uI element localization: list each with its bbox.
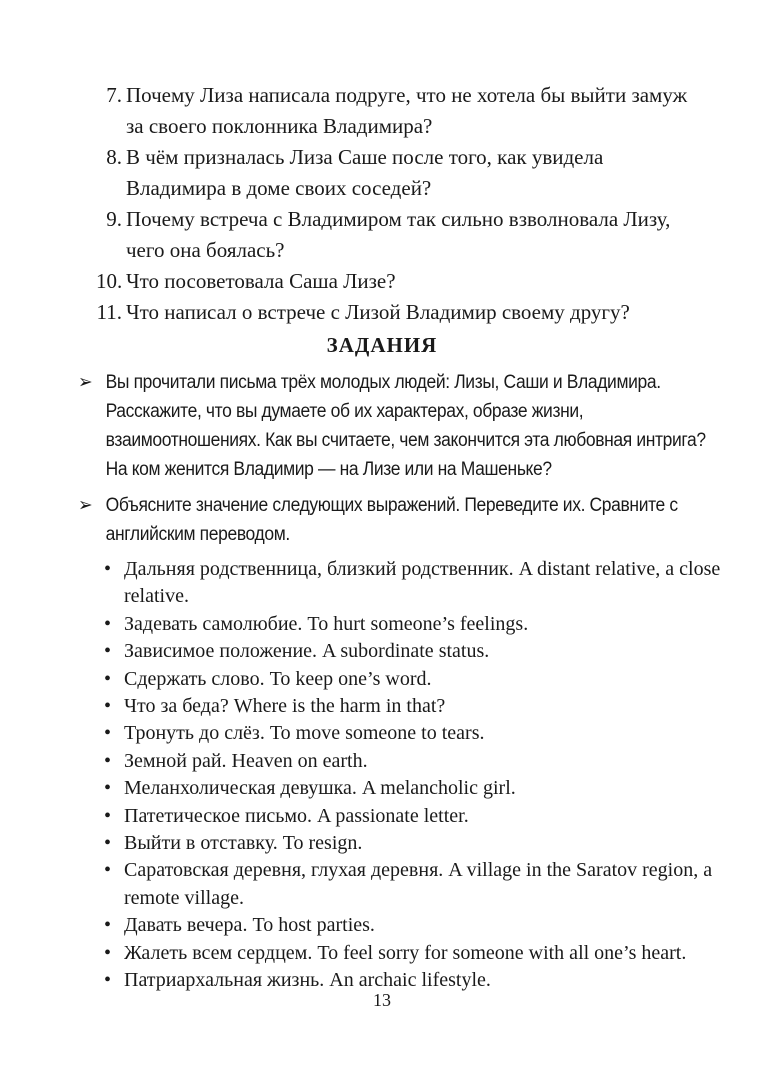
arrow-bullet-icon: ➢ — [78, 495, 93, 516]
bullet-dot-icon: • — [104, 832, 112, 855]
bullet-dot-icon: • — [104, 749, 112, 772]
expression-item — [102, 775, 722, 802]
expression-item — [102, 638, 722, 665]
bullet-dot-icon: • — [104, 969, 112, 992]
question-number: 10. — [96, 269, 123, 293]
question-item — [96, 204, 706, 266]
bullet-dot-icon: • — [104, 722, 112, 745]
bullet-dot-icon: • — [104, 667, 112, 690]
expression-item — [102, 748, 722, 775]
expression-text: Патетическое письмо. A passionate letter. — [124, 804, 469, 827]
question-number: 11. — [96, 300, 122, 324]
bullet-dot-icon: • — [104, 777, 112, 800]
question-item — [96, 297, 706, 328]
question-number: 9. — [106, 207, 122, 231]
arrow-bullet-icon: ➢ — [78, 372, 93, 393]
expression-text: Патриархальная жизнь. An archaic lifestyle. — [124, 969, 491, 992]
expression-item — [102, 857, 722, 912]
expression-text: Зависимое положение. A subordinate status. — [124, 640, 490, 663]
expression-text: Сдержать слово. To keep one’s word. — [124, 667, 432, 690]
expression-item — [102, 912, 722, 939]
expression-item — [102, 720, 722, 747]
bullet-dot-icon: • — [104, 804, 112, 827]
question-number: 7. — [106, 83, 122, 107]
question-text: В чём призналась Лиза Саше после того, как увидела Владимира в доме своих соседей? — [126, 145, 604, 200]
expression-text: Что за беда? Where is the harm in that? — [124, 695, 446, 718]
question-text: Почему Лиза написала подруге, что не хотела бы выйти замуж за своего поклонника Владимира? — [126, 83, 688, 138]
expression-text: Меланхолическая девушка. A melancholic girl. — [124, 777, 516, 800]
question-item — [96, 142, 706, 204]
question-text: Что посоветовала Саша Лизе? — [126, 269, 396, 293]
bullet-dot-icon: • — [104, 612, 112, 635]
bullet-dot-icon: • — [104, 941, 112, 964]
question-number: 8. — [106, 145, 122, 169]
page-number: 13 — [373, 990, 391, 1010]
question-item — [96, 80, 706, 142]
task-item — [78, 491, 678, 549]
bullet-dot-icon: • — [104, 640, 112, 663]
question-item — [96, 266, 706, 297]
expression-list — [102, 556, 722, 995]
question-text: Почему встреча с Владимиром так сильно взволновала Лизу, чего она боялась? — [126, 207, 671, 262]
expression-text: Саратовская деревня, глухая деревня. A village in the Saratov region, a remote village. — [124, 859, 713, 909]
expression-text: Тронуть до слёз. To move someone to tears. — [124, 722, 485, 745]
expression-item — [102, 666, 722, 693]
bullet-dot-icon: • — [104, 859, 112, 882]
expression-item — [102, 940, 722, 967]
expression-text: Дальняя родственница, близкий родственник. A distant relative, a close relative. — [124, 558, 721, 608]
task-text: Объясните значение следующих выражений. Переведите их. Сравните с английским переводом. — [105, 495, 678, 545]
task-text: Вы прочитали письма трёх молодых людей: Лизы, Саши и Владимира. Расскажите, что вы думаете об их характерах, образе жизни, взаимоотношениях. Как вы считаете, чем закончится эта любовная интрига? На ком женится Владимир — на Лизе или на Машеньке? — [105, 372, 706, 480]
expression-item — [102, 611, 722, 638]
section-heading: ЗАДАНИЯ — [326, 333, 438, 357]
expression-item — [102, 830, 722, 857]
task-item — [78, 368, 706, 484]
expression-text: Давать вечера. To host parties. — [124, 914, 375, 937]
expression-item — [102, 556, 722, 611]
question-list — [96, 80, 706, 328]
bullet-dot-icon: • — [104, 914, 112, 937]
expression-text: Задевать самолюбие. To hurt someone’s feelings. — [124, 612, 529, 635]
bullet-dot-icon: • — [104, 695, 112, 718]
expression-text: Земной рай. Heaven on earth. — [124, 749, 368, 772]
expression-item — [102, 693, 722, 720]
expression-item — [102, 803, 722, 830]
expression-text: Выйти в отставку. To resign. — [124, 832, 363, 855]
question-text: Что написал о встрече с Лизой Владимир своему другу? — [126, 300, 630, 324]
expression-text: Жалеть всем сердцем. To feel sorry for someone with all one’s heart. — [124, 941, 687, 964]
bullet-dot-icon: • — [104, 558, 112, 580]
